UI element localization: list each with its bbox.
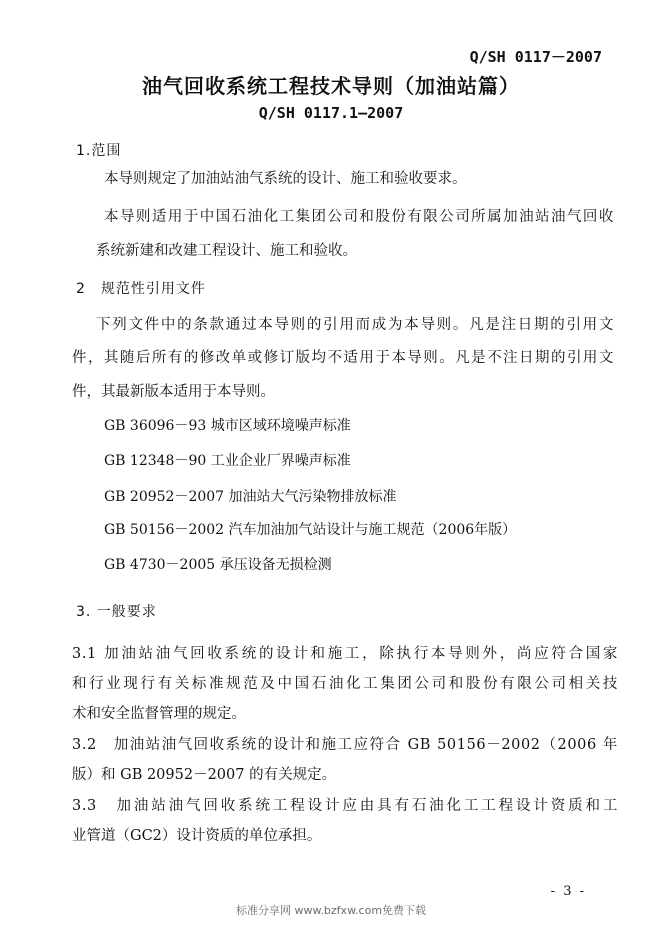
references-intro-line-3: 件，其最新版本适用于本导则。 — [72, 384, 275, 400]
page-number: - 3 - — [550, 884, 586, 899]
clause-line: 业管道（GC2）设计资质的单位承担。 — [72, 828, 322, 844]
document-number: Q/SH 0117－2007 — [469, 48, 602, 66]
scope-line-3: 系统新建和改建工程设计、施工和验收。 — [96, 243, 357, 259]
document-subtitle: Q/SH 0117.1—2007 — [258, 104, 404, 122]
reference-item: GB 12348－90 工业企业厂界噪声标准 — [104, 453, 351, 469]
clause-line: 术和安全监督管理的规定。 — [72, 706, 246, 722]
section-heading-normative-references: 2 规范性引用文件 — [76, 281, 206, 297]
references-intro-line-2: 件，其随后所有的修改单或修订版均不适用于本导则。凡是不注日期的引用文 — [72, 350, 614, 366]
references-intro-line-1: 下列文件中的条款通过本导则的引用而成为本导则。凡是注日期的引用文 — [96, 317, 614, 333]
clause-line: 3.3 加油站油气回收系统工程设计应由具有石油化工工程设计资质和工 — [72, 798, 618, 814]
clause-line: 版）和 GB 20952－2007 的有关规定。 — [72, 767, 337, 783]
reference-item: GB 20952－2007 加油站大气污染物排放标准 — [104, 489, 397, 505]
scope-line-1: 本导则规定了加油站油气系统的设计、施工和验收要求。 — [104, 171, 467, 187]
section-heading-general-requirements: 3. 一般要求 — [76, 604, 157, 620]
clause-line: 3.2 加油站油气回收系统的设计和施工应符合 GB 50156－2002（2006 年 — [72, 737, 618, 753]
reference-item: GB 4730－2005 承压设备无损检测 — [104, 557, 332, 573]
watermark-footer: 标准分享网 www.bzfxw.com免费下载 — [235, 904, 427, 917]
section-heading-scope: 1.范围 — [76, 143, 122, 159]
scope-line-2: 本导则适用于中国石油化工集团公司和股份有限公司所属加油站油气回收 — [104, 209, 614, 225]
document-title: 油气回收系统工程技术导则（加油站篇） — [142, 74, 520, 98]
clause-line: 和行业现行有关标准规范及中国石油化工集团公司和股份有限公司相关技 — [72, 676, 618, 692]
reference-item: GB 36096－93 城市区域环境噪声标准 — [104, 418, 351, 434]
clause-line: 3.1 加油站油气回收系统的设计和施工，除执行本导则外，尚应符合国家 — [72, 646, 618, 662]
reference-item: GB 50156－2002 汽车加油加气站设计与施工规范（2006年版） — [104, 522, 517, 538]
